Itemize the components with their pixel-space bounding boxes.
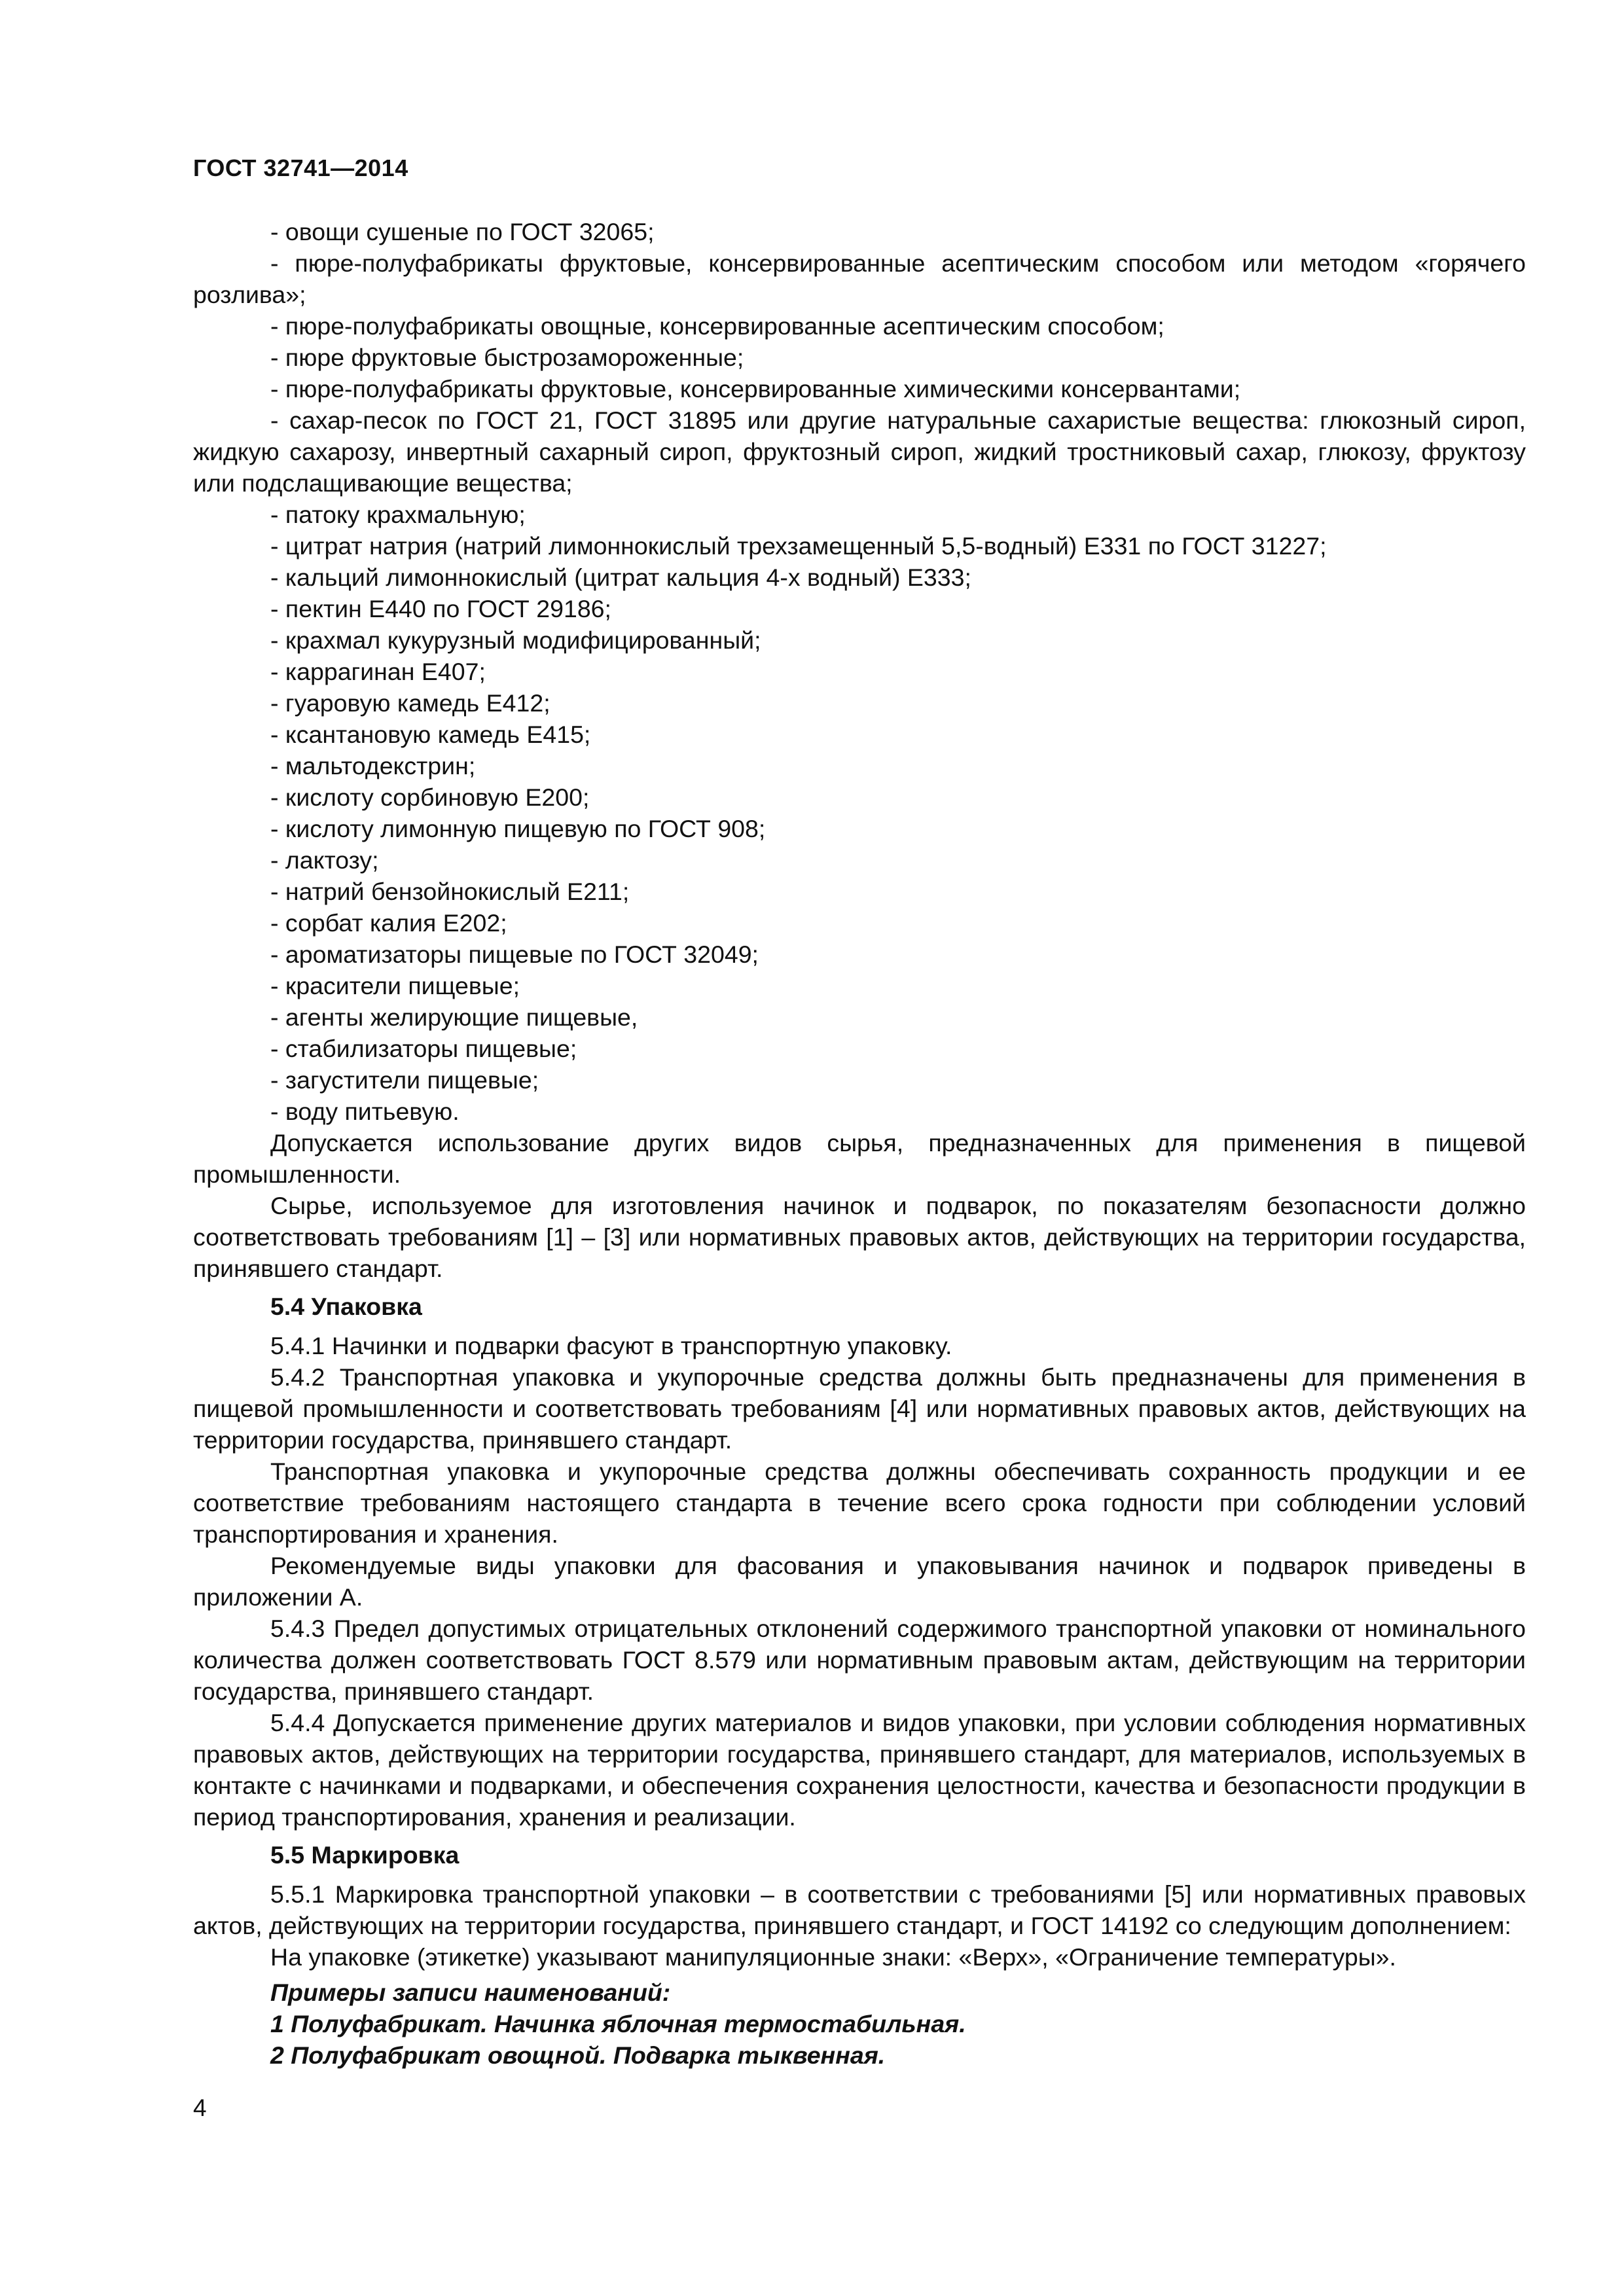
list-item: - гуаровую камедь Е412;: [270, 689, 550, 717]
list-item: - крахмал кукурузный модифицированный;: [270, 626, 761, 654]
paragraph-5-4-2: 5.4.2 Транспортная упаковка и укупорочные средства должны быть предназначены для применения в пищевой промышленности и соответствовать требованиям [4] или нормативных правовых актов, действующих на территории государства, принявшего стандарт.: [193, 1363, 1526, 1454]
paragraph-5-4-1: 5.4.1 Начинки и подварки фасуют в транспортную упаковку.: [270, 1332, 952, 1359]
paragraph-5-4-4: 5.4.4 Допускается применение других материалов и видов упаковки, при условии соблюдения нормативных правовых актов, действующих на территории государства, принявшего стандарт, для материалов, используемых в контакте с начинками и подварками, и обеспечения сохранения целостности, качества и безопасности продукции в период транспортирования, хранения и реализации.: [193, 1709, 1526, 1831]
list-item: - пюре-полуфабрикаты фруктовые, консервированные асептическим способом или методом «горячего розлива»;: [193, 249, 1526, 308]
list-item: - кислоту сорбиновую Е200;: [270, 783, 590, 811]
document-header: ГОСТ 32741—2014: [193, 154, 408, 181]
paragraph-recommended-packaging: Рекомендуемые виды упаковки для фасования и упаковывания начинок и подварок приведены в приложении А.: [193, 1552, 1526, 1611]
paragraph-5-5-1: 5.5.1 Маркировка транспортной упаковки – в соответствии с требованиями [5] или нормативных правовых актов, действующих на территории государства, принявшего стандарт, и ГОСТ 14192 со следующим дополнением:: [193, 1880, 1526, 1939]
paragraph-handling-marks: На упаковке (этикетке) указывают манипуляционные знаки: «Верх», «Ограничение температуры».: [270, 1943, 1396, 1971]
list-item: - красители пищевые;: [270, 972, 520, 999]
list-item: - воду питьевую.: [270, 1098, 460, 1125]
paragraph-raw-materials-safety: Сырье, используемое для изготовления начинок и подварок, по показателям безопасности должно соответствовать требованиям [1] – [3] или нормативных правовых актов, действующих на территории государства, принявшего стандарт.: [193, 1192, 1526, 1282]
raw-materials-list: [193, 216, 1526, 1127]
example-item: 1 Полуфабрикат. Начинка яблочная термостабильная.: [270, 2010, 966, 2037]
list-item: - сорбат калия Е202;: [270, 909, 507, 937]
list-item: - натрий бензойнокислый Е211;: [270, 878, 630, 905]
section-heading-marking: 5.5 Маркировка: [270, 1841, 460, 1869]
page-number: 4: [193, 2094, 207, 2121]
list-item: - кислоту лимонную пищевую по ГОСТ 908;: [270, 815, 766, 842]
list-item: - лактозу;: [270, 846, 379, 874]
list-item: - пюре-полуфабрикаты овощные, консервированные асептическим способом;: [270, 312, 1164, 340]
section-heading-packaging: 5.4 Упаковка: [270, 1293, 422, 1320]
list-item: - стабилизаторы пищевые;: [270, 1035, 577, 1062]
list-item: - кальций лимоннокислый (цитрат кальция 4-х водный) Е333;: [270, 564, 971, 591]
list-item: - агенты желирующие пищевые,: [270, 1003, 638, 1031]
list-item: - патоку крахмальную;: [270, 501, 526, 528]
list-item: - овощи сушеные по ГОСТ 32065;: [270, 218, 655, 245]
list-item: - ксантановую камедь Е415;: [270, 721, 591, 748]
paragraph-other-raw-materials: Допускается использование других видов сырья, предназначенных для применения в пищевой промышленности.: [193, 1129, 1526, 1188]
paragraph-5-4-3: 5.4.3 Предел допустимых отрицательных отклонений содержимого транспортной упаковки от номинального количества должен соответствовать ГОСТ 8.579 или нормативным правовым актам, действующим на территории государства, принявшего стандарт.: [193, 1615, 1526, 1705]
list-item: - пектин Е440 по ГОСТ 29186;: [270, 595, 611, 622]
document-body: [193, 216, 1526, 2071]
list-item: - пюре-полуфабрикаты фруктовые, консервированные химическими консервантами;: [270, 375, 1241, 403]
list-item: - мальтодекстрин;: [270, 752, 476, 780]
paragraph-packaging-integrity: Транспортная упаковка и укупорочные средства должны обеспечивать сохранность продукции и ее соответствие требованиям настоящего стандарта в течение всего срока годности при соблюдении условий транспортирования и хранения.: [193, 1458, 1526, 1548]
list-item: - ароматизаторы пищевые по ГОСТ 32049;: [270, 941, 759, 968]
list-item: - сахар-песок по ГОСТ 21, ГОСТ 31895 или другие натуральные сахаристые вещества: глюкозный сироп, жидкую сахарозу, инвертный сахарный сироп, фруктозный сироп, жидкий тростниковый сахар, глюкозу, фруктозу или подслащивающие вещества;: [193, 406, 1526, 497]
list-item: - каррагинан Е407;: [270, 658, 486, 685]
examples-title: Примеры записи наименований:: [270, 1979, 671, 2006]
list-item: - загустители пищевые;: [270, 1066, 539, 1094]
list-item: - пюре фруктовые быстрозамороженные;: [270, 344, 744, 371]
list-item: - цитрат натрия (натрий лимоннокислый трехзамещенный 5,5-водный) Е331 по ГОСТ 31227;: [270, 532, 1327, 560]
example-item: 2 Полуфабрикат овощной. Подварка тыквенная.: [270, 2041, 886, 2069]
